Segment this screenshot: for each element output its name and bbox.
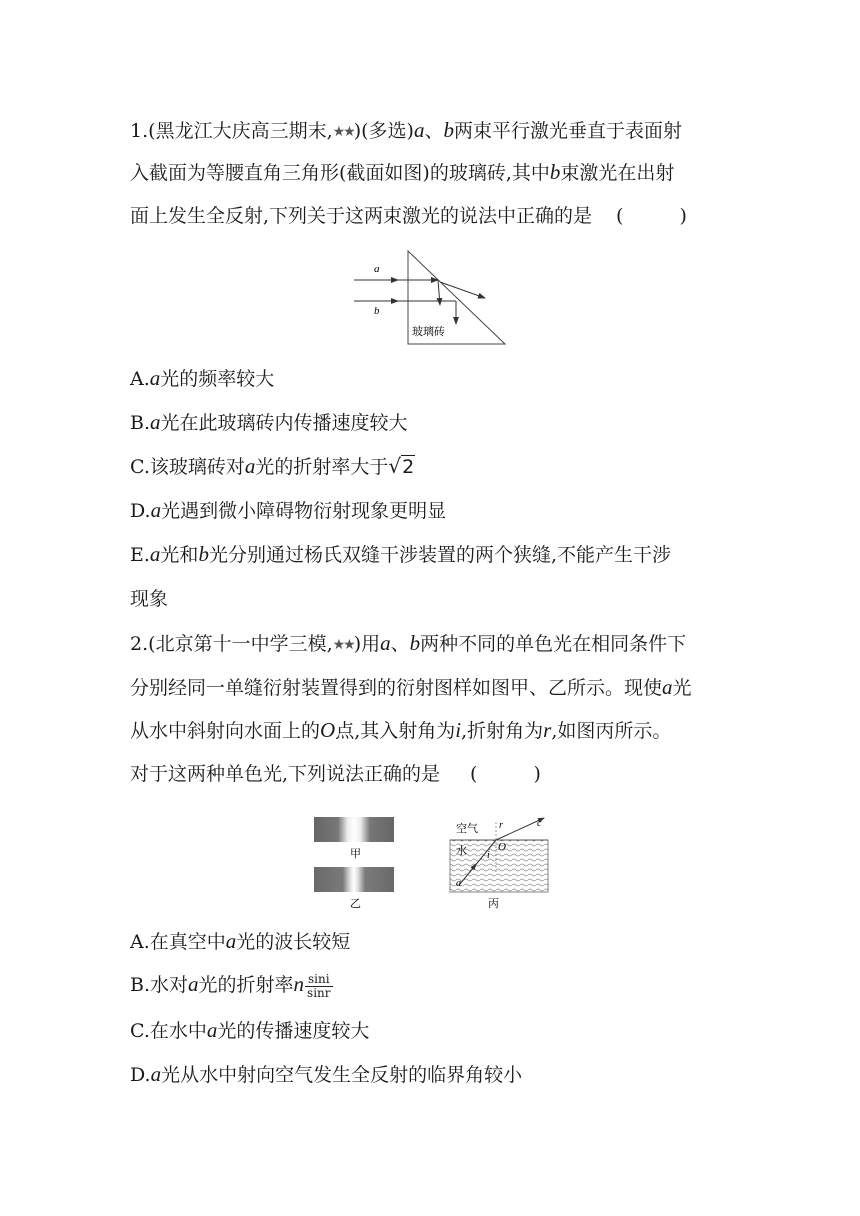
q1-source: 黑龙江大庆高三期末, bbox=[155, 120, 333, 142]
q1-option-d: D.a光遇到微小障碍物衍射现象更明显 bbox=[130, 498, 447, 522]
pattern-yi bbox=[314, 867, 394, 892]
label-a2: a bbox=[456, 878, 461, 889]
q2-option-b: B.水对a光的折射率n $\frac{\sin i}{\sin r}$ bbox=[130, 971, 331, 1000]
label-yi: 乙 bbox=[350, 898, 361, 910]
q2-option-d: D.a光从水中射向空气发生全反射的临界角较小 bbox=[130, 1062, 523, 1086]
fraction-sini-sinr: $\frac{\sin i}{\sin r}$ bbox=[307, 971, 331, 1000]
label-r: r bbox=[499, 820, 503, 831]
q1-line-2: 入截面为等腰直角三角形(截面如图)的玻璃砖,其中b束激光在出射 bbox=[130, 160, 675, 184]
label-water: 水 bbox=[456, 845, 467, 857]
q2-line-2: 分别经同一单缝衍射装置得到的衍射图样如图甲、乙所示。现使a光 bbox=[130, 675, 692, 699]
q1-type-tag: (多选) bbox=[361, 120, 414, 142]
q1-line-3: 面上发生全反射,下列关于这两束激光的说法中正确的是 ( ) bbox=[130, 205, 687, 227]
label-i: i bbox=[487, 850, 490, 861]
label-glass: 玻璃砖 bbox=[412, 326, 445, 338]
difficulty-stars-icon: ★★ bbox=[332, 124, 354, 140]
label-b: b bbox=[374, 305, 380, 317]
q2-line-3: 从水中斜射向水面上的O点,其入射角为i,折射角为r,如图丙所示。 bbox=[130, 718, 672, 742]
pattern-jia bbox=[314, 817, 394, 842]
q2-number: 2. bbox=[130, 633, 149, 655]
label-bing: 丙 bbox=[488, 898, 499, 910]
q2-refraction-figure bbox=[448, 812, 552, 912]
q1-option-c: C.该玻璃砖对a光的折射率大于√2 bbox=[130, 454, 415, 478]
q1-option-e: E.a光和b光分别通过杨氏双缝干涉装置的两个狭缝,不能产生干涉 bbox=[130, 542, 671, 566]
difficulty-stars-icon: ★★ bbox=[332, 637, 354, 653]
q1-option-b: B.a光在此玻璃砖内传播速度较大 bbox=[130, 410, 408, 434]
q2-option-a: A.在真空中a光的波长较短 bbox=[130, 929, 351, 953]
label-jia: 甲 bbox=[350, 848, 361, 860]
q2-source: 北京第十一中学三模, bbox=[155, 633, 333, 655]
q2-line-4: 对于这两种单色光,下列说法正确的是 ( ) bbox=[130, 763, 541, 785]
label-air: 空气 bbox=[456, 823, 478, 835]
label-O: O bbox=[498, 841, 506, 853]
q2-line-1: 2.(北京第十一中学三模,★★)用a、b两种不同的单色光在相同条件下 bbox=[130, 631, 687, 655]
label-c: c bbox=[537, 818, 542, 829]
q1-option-e-cont: 现象 bbox=[130, 588, 169, 610]
q1-option-a: A.a光的频率较大 bbox=[130, 366, 275, 390]
q1-prism-figure bbox=[350, 248, 520, 348]
sqrt-icon: √ bbox=[388, 454, 402, 478]
q2-option-c: C.在水中a光的传播速度较大 bbox=[130, 1018, 370, 1042]
label-a: a bbox=[374, 263, 380, 275]
q2-diffraction-figure bbox=[312, 815, 396, 911]
q1-number: 1. bbox=[130, 120, 149, 142]
q1-line-1: 1.(黑龙江大庆高三期末,★★)(多选)a、b两束平行激光垂直于表面射 bbox=[130, 118, 682, 142]
